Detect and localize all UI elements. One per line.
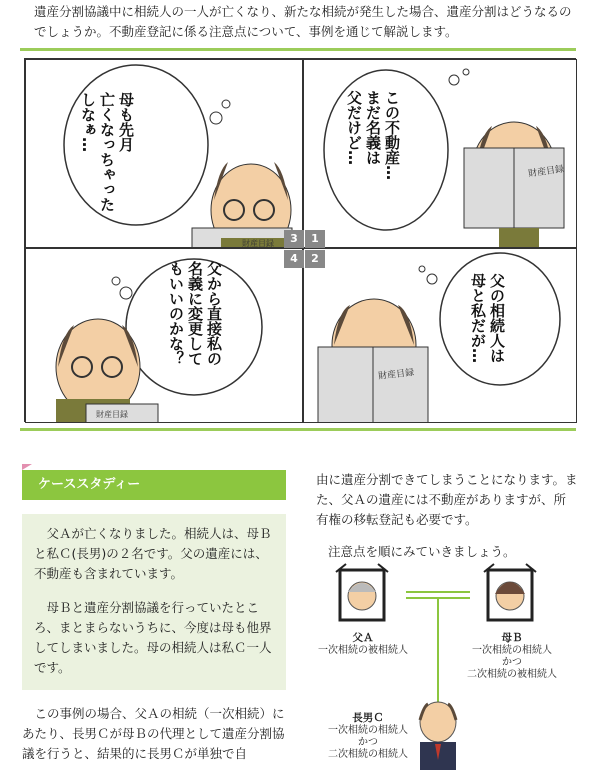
- mother-role-2: 二次相続の被相続人: [467, 669, 557, 680]
- father-name: 父Ａ: [352, 632, 374, 644]
- mother-joiner: かつ: [502, 657, 522, 668]
- father-role: 一次相続の被相続人: [318, 645, 408, 656]
- son-joiner: かつ: [358, 737, 378, 748]
- manga-panel-3: [25, 59, 303, 248]
- body-text-right-para: 由に遺産分割できてしまうことになります。また、父Ａの遺産には不動産がありますが、所有権の移転登記も必要です。: [316, 472, 578, 527]
- mother-label: [460, 632, 564, 681]
- family-diagram: [310, 562, 590, 770]
- case-study-para-2: 母Ｂと遺産分割協議を行っていたところ、まとまらないうちに、今度は母も他界してしまいました。母の相続人は私Ｃ一人です。: [34, 600, 272, 675]
- panel-number-3: 3: [284, 230, 304, 248]
- son-name: 長男Ｃ: [352, 712, 384, 724]
- panel-number-2: 2: [305, 250, 325, 268]
- panel-3-book-label: 財産目録: [242, 239, 274, 248]
- panel-4-illustration: [26, 249, 303, 423]
- son-role-2: 二次相続の相続人: [328, 749, 408, 760]
- case-study-para-1: 父Ａが亡くなりました。相続人は、母Ｂと私Ｃ(長男)の２名です。父の遺産には、不動産も含まれています。: [34, 526, 272, 581]
- mother-role-1: 一次相続の相続人: [472, 645, 552, 656]
- panel-3-illustration: [26, 60, 303, 248]
- case-study-header: ケーススタディー: [22, 470, 286, 500]
- intro-line-1: 遺産分割協議中に相続人の一人が亡くなり、新たな相続が発生した場合、遺産分割はどうなるの: [34, 4, 572, 19]
- body-text-note: 注意点を順にみていきましょう。: [328, 544, 516, 559]
- manga-panel-4: [25, 248, 303, 423]
- body-text-right: [316, 470, 578, 562]
- body-text-left: この事例の場合、父Ａの相続（一次相続）にあたり、長男Ｃが母Ｂの代理として遺産分割協議を行うと、結果的に長男Ｃが単独で自: [22, 706, 285, 761]
- panel-2-speech: 父の相続人は 母と私だが…: [469, 273, 506, 363]
- manga-comic: [24, 58, 576, 422]
- intro-text: [34, 2, 582, 42]
- mother-name: 母Ｂ: [501, 632, 523, 644]
- case-study-box: [22, 514, 286, 690]
- intro-line-2: でしょうか。不動産登記に係る注意点について、事例を通じて解説します。: [34, 24, 458, 39]
- panel-4-book-label: 財産目録: [96, 410, 128, 419]
- panel-4-speech: 父から直接私の 名義に変更して もいいのかな？: [167, 261, 223, 366]
- panel-1-speech: この不動産… まだ名義は 父だけど…: [345, 90, 401, 180]
- son-label: [318, 712, 418, 761]
- son-role-1: 一次相続の相続人: [328, 725, 408, 736]
- manga-panel-2: [303, 248, 577, 423]
- bottom-rule: [20, 428, 576, 431]
- panel-3-speech: 母も先月 亡くなっちゃった しなぁ…: [79, 92, 135, 212]
- panel-2-book-label: 財産目録: [377, 368, 415, 382]
- top-rule: [20, 48, 576, 51]
- panel-number-1: 1: [305, 230, 325, 248]
- father-label: [310, 632, 416, 657]
- manga-panel-1: [303, 59, 577, 248]
- panel-number-4: 4: [284, 250, 304, 268]
- panel-2-illustration: [304, 249, 577, 423]
- panel-1-book-label: 財産目録: [527, 164, 565, 180]
